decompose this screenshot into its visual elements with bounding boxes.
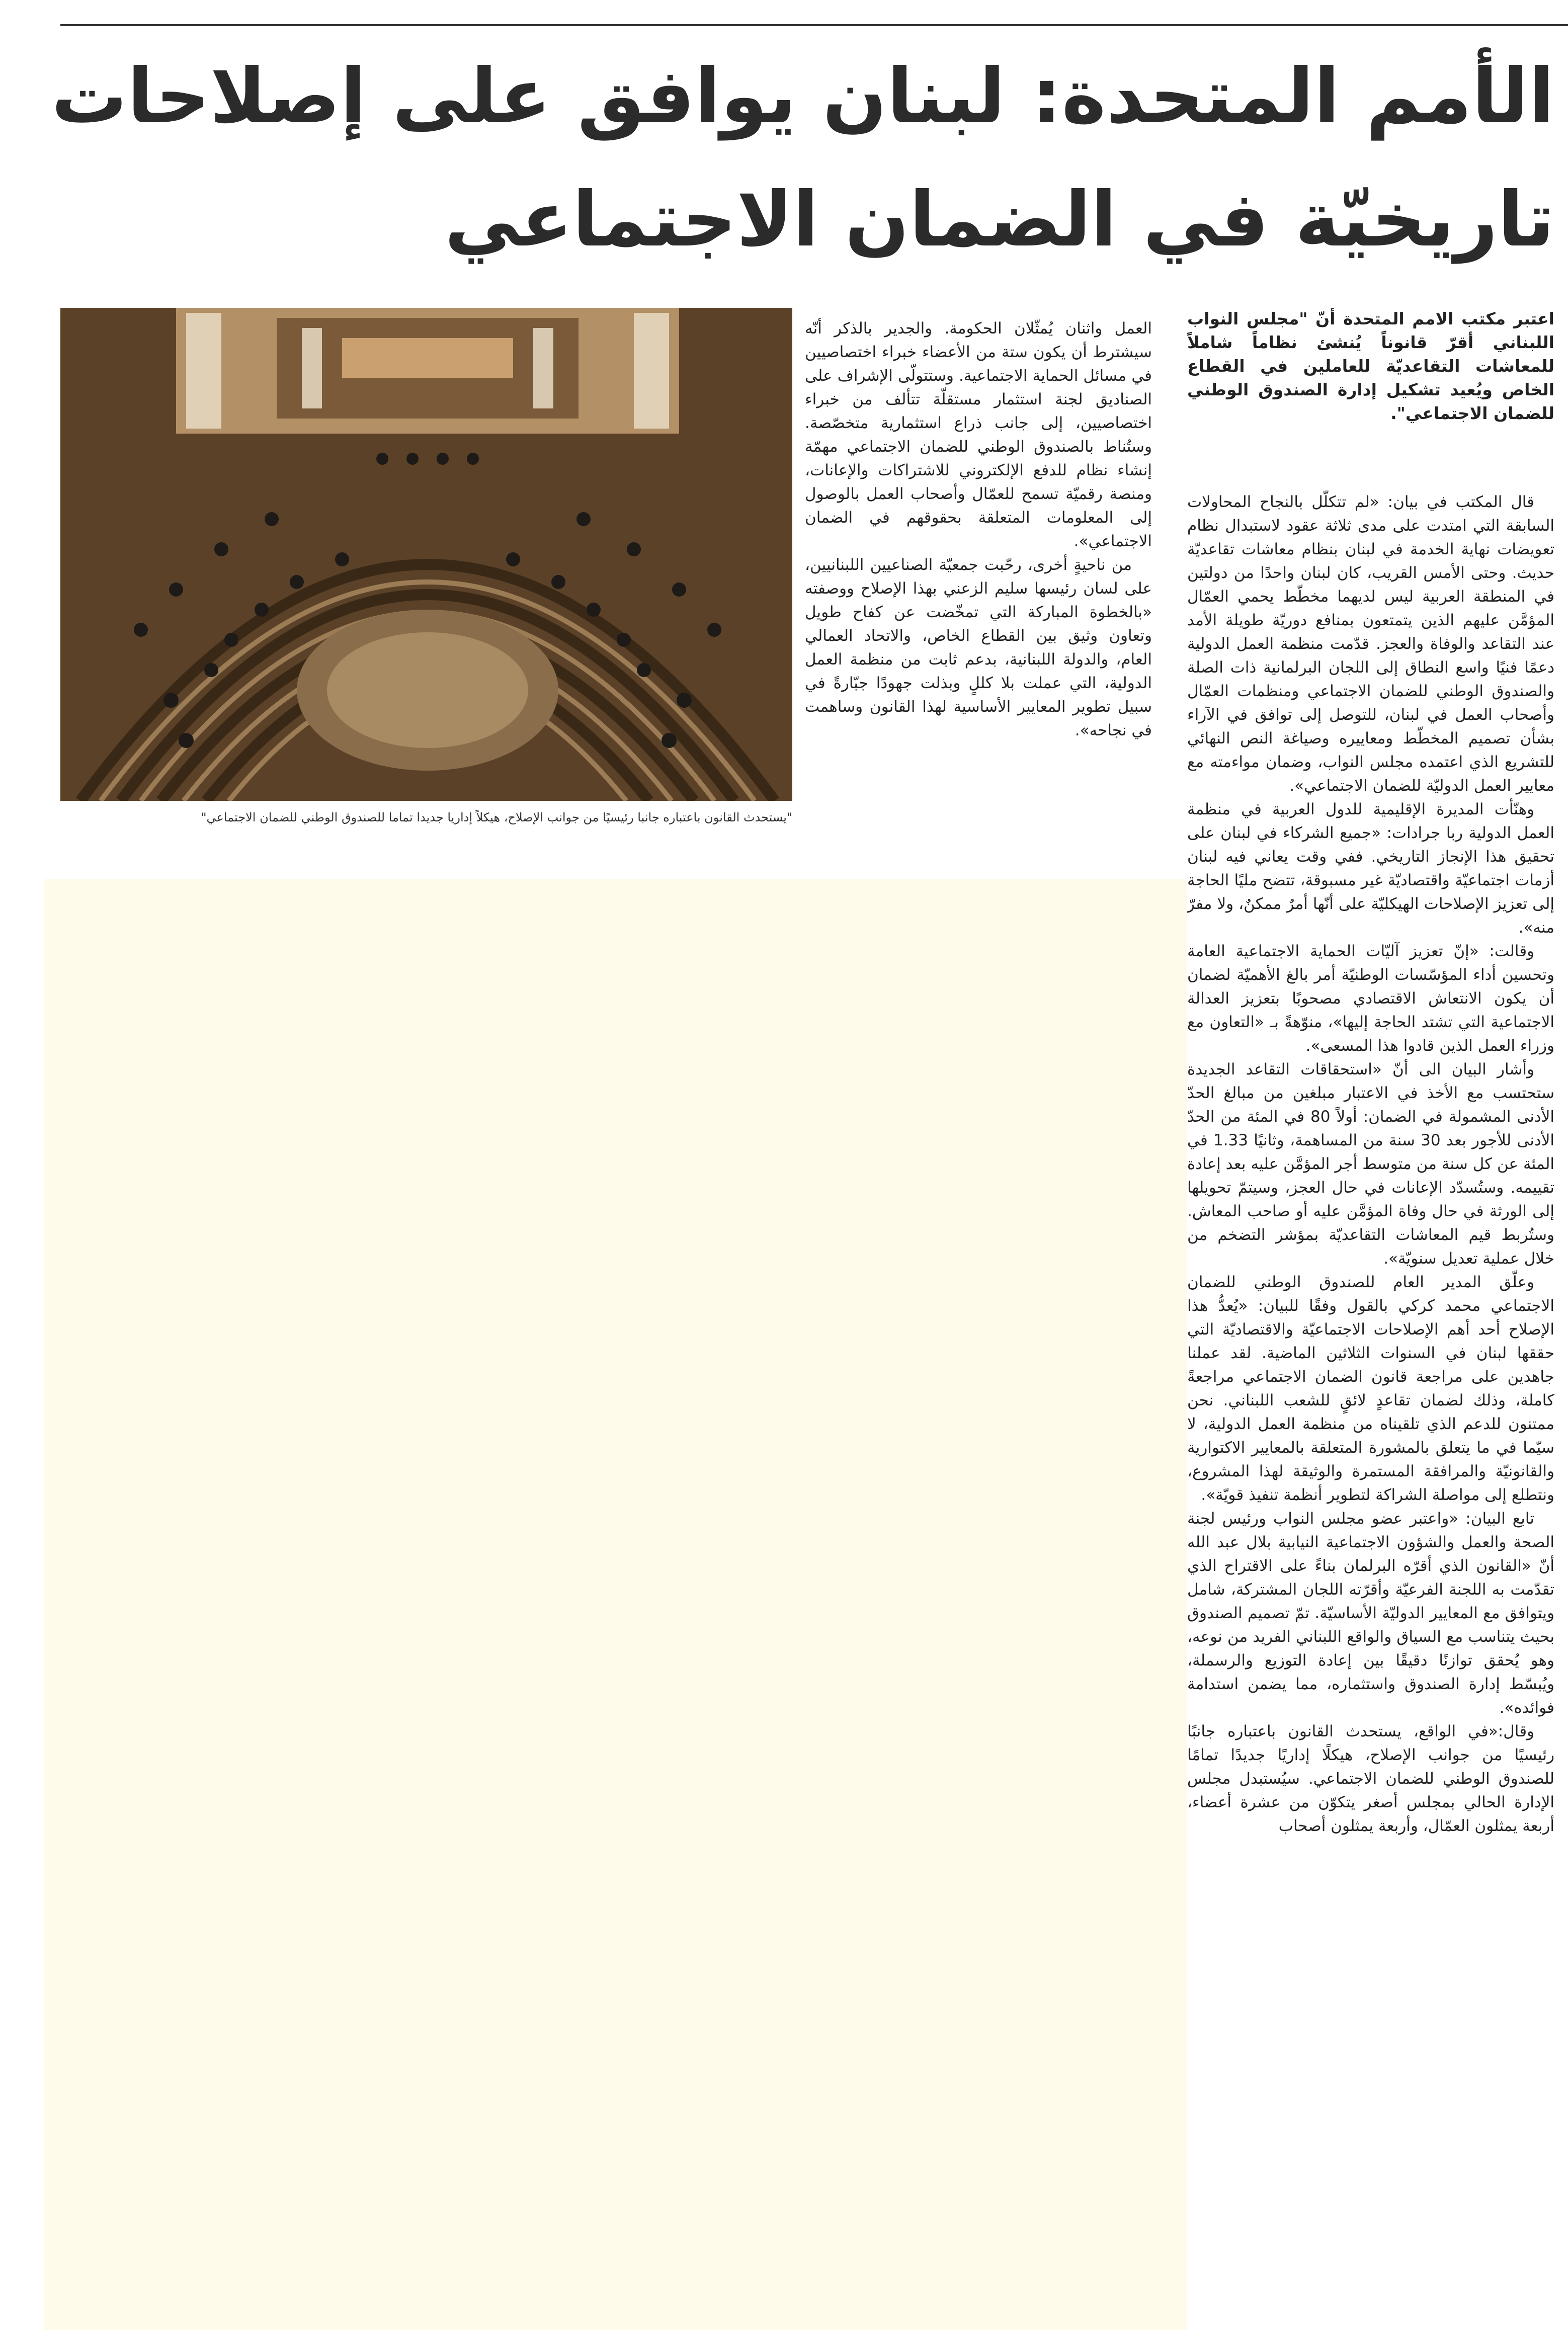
body-paragraph: وهنّأت المديرة الإقليمية للدول العربية في منظمة العمل الدولية ربا جرادات: «جميع الشركاء في لبنان على تحقيق هذا الإنجاز التاريخي. ففي وقت يعاني فيه لبنان أزمات اجتماعيّة واقتصاديّة غير مسبوقة، تتضح مليًا الحاجة إلى تعزيز الإصلاحات الهيكليّة على أنّها أمرٌ ممكنٌ، ولا مفرّ منه». — [1187, 800, 1554, 937]
body-paragraph: تابع البيان: «واعتبر عضو مجلس النواب ورئيس لجنة الصحة والعمل والشؤون الاجتماعية النيابية بلال عبد الله أنّ «القانون الذي أقرّه البرلمان بناءً على الاقتراح الذي تقدّمت به اللجنة الفرعيّة وأقرّته اللجان المشتركة، شامل ويتوافق مع المعايير الدوليّة الأساسيّة. تمّ تصميم الصندوق بحيث يتناسب مع السياق والواقع اللبناني الفريد من نوعه، وهو يُحقق توازنًا دقيقًا بين إعادة التوزيع والرسملة، ويُبسّط إدارة الصندوق واستثماره، مما يضمن استدامة فوائده». — [1187, 1510, 1554, 1717]
top-rule — [60, 24, 1568, 26]
body-paragraph: وقالت: «إنّ تعزيز آليّات الحماية الاجتماعية العامة وتحسين أداء المؤسّسات الوطنيّة أمر بالغ الأهميّة لضمان أن يكون الانتعاش الاقتصادي مصحوبًا بتعزيز العدالة الاجتماعية التي تشتد الحاجة إليها»، منوّهةً بـ «التعاون مع وزراء العمل الذين قادوا هذا المسعى». — [1187, 942, 1554, 1055]
parliament-chamber-illustration — [60, 308, 792, 801]
headline-line-1: الأمم المتحدة: لبنان يوافق على إصلاحات — [51, 53, 1554, 140]
headline-line-2: تاريخيّة في الضمان الاجتماعي — [444, 176, 1554, 264]
parliament-photo — [60, 308, 792, 801]
headline — [51, 35, 1554, 282]
body-paragraph: وأشار البيان الى أنّ «استحقاقات التقاعد الجديدة ستحتسب مع الأخذ في الاعتبار مبلغين من مبالغ الحدّ الأدنى المشمولة في الضمان: أولاً 80 في المئة من الحدّ الأدنى للأجور بعد 30 سنة من المساهمة، وثانيًا 1.33 في المئة عن كل سنة من متوسط أجر المؤمَّن عليه بعد إعادة تقييمه. وستُسدّد الإعانات في حال العجز، وسيتمّ تحويلها إلى الورثة في حال وفاة المؤمَّن عليه أو صاحب المعاش. وستُربط قيم المعاشات التقاعديّة بمؤشر التضخم من خلال عملية تعديل سنويّة». — [1187, 1060, 1554, 1268]
body-paragraph: وقال:«في الواقع، يستحدث القانون باعتباره جانبًا رئيسيًا من جوانب الإصلاح، هيكلًا إداريًا جديدًا تمامًا للصندوق الوطني للضمان الاجتماعي. سيُستبدل مجلس الإدارة الحالي بمجلس أصغر يتكوّن من عشرة أعضاء، أربعة يمثلون العمّال، وأربعة يمثلون أصحاب — [1187, 1722, 1554, 1835]
lead-paragraph: اعتبر مكتب الامم المتحدة أنّ "مجلس النواب اللبناني أقرّ قانوناً يُنشئ نظاماً شاملاً للمعاشات التقاعديّة للعاملين في القطاع الخاص ويُعيد تشكيل إدارة الصندوق الوطني للضمان الاجتماعي". — [1187, 309, 1554, 423]
highlight-box — [44, 879, 1187, 2330]
body-paragraph: قال المكتب في بيان: «لم تتكلّل بالنجاح المحاولات السابقة التي امتدت على مدى ثلاثة عقود لاستبدال نظام تعويضات نهاية الخدمة في لبنان بنظام معاشات تقاعديّة حديث. وحتى الأمس القريب، كان لبنان واحدًا من دولتين في المنطقة العربية ليس لديهما مخطّط يحمي العمّال المؤمَّن عليهم الذين يتمتعون بمنافع دوريّة طويلة الأمد عند التقاعد والوفاة والعجز. قدّمت منظمة العمل الدولية دعمًا فنيًا واسع النطاق إلى اللجان البرلمانية ذات الصلة والصندوق الوطني للضمان الاجتماعي ومنظمات العمّال وأصحاب العمل في لبنان، للتوصل إلى توافق في الآراء بشأن تصميم المخطّط ومعاييره وصياغة النص النهائي للتشريع الذي اعتمده مجلس النواب، وضمان مواءمته مع معايير العمل الدوليّة للضمان الاجتماعي». — [1187, 493, 1554, 795]
right-column — [1187, 490, 1554, 2321]
body-paragraph: من ناحيةٍ أخرى، رحّبت جمعيّة الصناعيين اللبنانيين، على لسان رئيسها سليم الزعني بهذا الإصلاح ووصفته «بالخطوة المباركة التي تمخّضت عن كفاح طويل وتعاون وثيق بين القطاع الخاص، والاتحاد العمالي العام، والدولة اللبنانية، بدعم ثابت من منظمة العمل الدولية، التي عملت بلا كللٍ وبذلت جهودًا جبّارةً في سبيل تطوير المعايير الأساسية لهذا القانون وساهمت في نجاحه». — [805, 556, 1152, 739]
middle-column — [805, 317, 1152, 865]
photo-caption: "يستحدث القانون باعتباره جانبا رئيسيًا من جوانب الإصلاح، هيكلاً إداريا جديدا تماما للصندوق الوطني للضمان الاجتماعي" — [201, 810, 792, 824]
body-paragraph: وعلّق المدير العام للصندوق الوطني للضمان الاجتماعي محمد كركي بالقول وفقًا للبيان: «يُعدُّ هذا الإصلاح أحد أهم الإصلاحات الاجتماعيّة والاقتصاديّة التي حققها لبنان في السنوات الثلاثين الماضية. لقد عملنا جاهدين على مراجعة قانون الضمان الاجتماعي مراجعةً كاملة، وذلك لضمان تقاعدٍ لائقٍ للشعب اللبناني. نحن ممتنون للدعم الذي تلقيناه من منظمة العمل الدولية، لا سيّما في ما يتعلق بالمشورة المتعلقة بالمعايير الاكتوارية والقانونيّة والمرافقة المستمرة والوثيقة لهذا المشروع، ونتطلع إلى مواصلة الشراكة لتطوير أنظمة تنفيذ قويّة». — [1187, 1273, 1554, 1504]
body-paragraph: العمل واثنان يُمثّلان الحكومة. والجدير بالذكر أنّه سيشترط أن يكون ستة من الأعضاء خبراء اختصاصيين في مسائل الحماية الاجتماعية. وستتولّى الإشراف على الصناديق لجنة استثمار مستقلّة تتألف من خبراء اختصاصيين، إلى جانب ذراع استثمارية متخصّصة. وستُناط بالصندوق الوطني للضمان الاجتماعي مهمّة إنشاء نظام للدفع الإلكتروني للاشتراكات والإعانات، ومنصة رقميّة تسمح للعمّال وأصحاب العمل بالوصول إلى المعلومات المتعلقة بحقوقهم في الضمان الاجتماعي». — [805, 319, 1152, 550]
